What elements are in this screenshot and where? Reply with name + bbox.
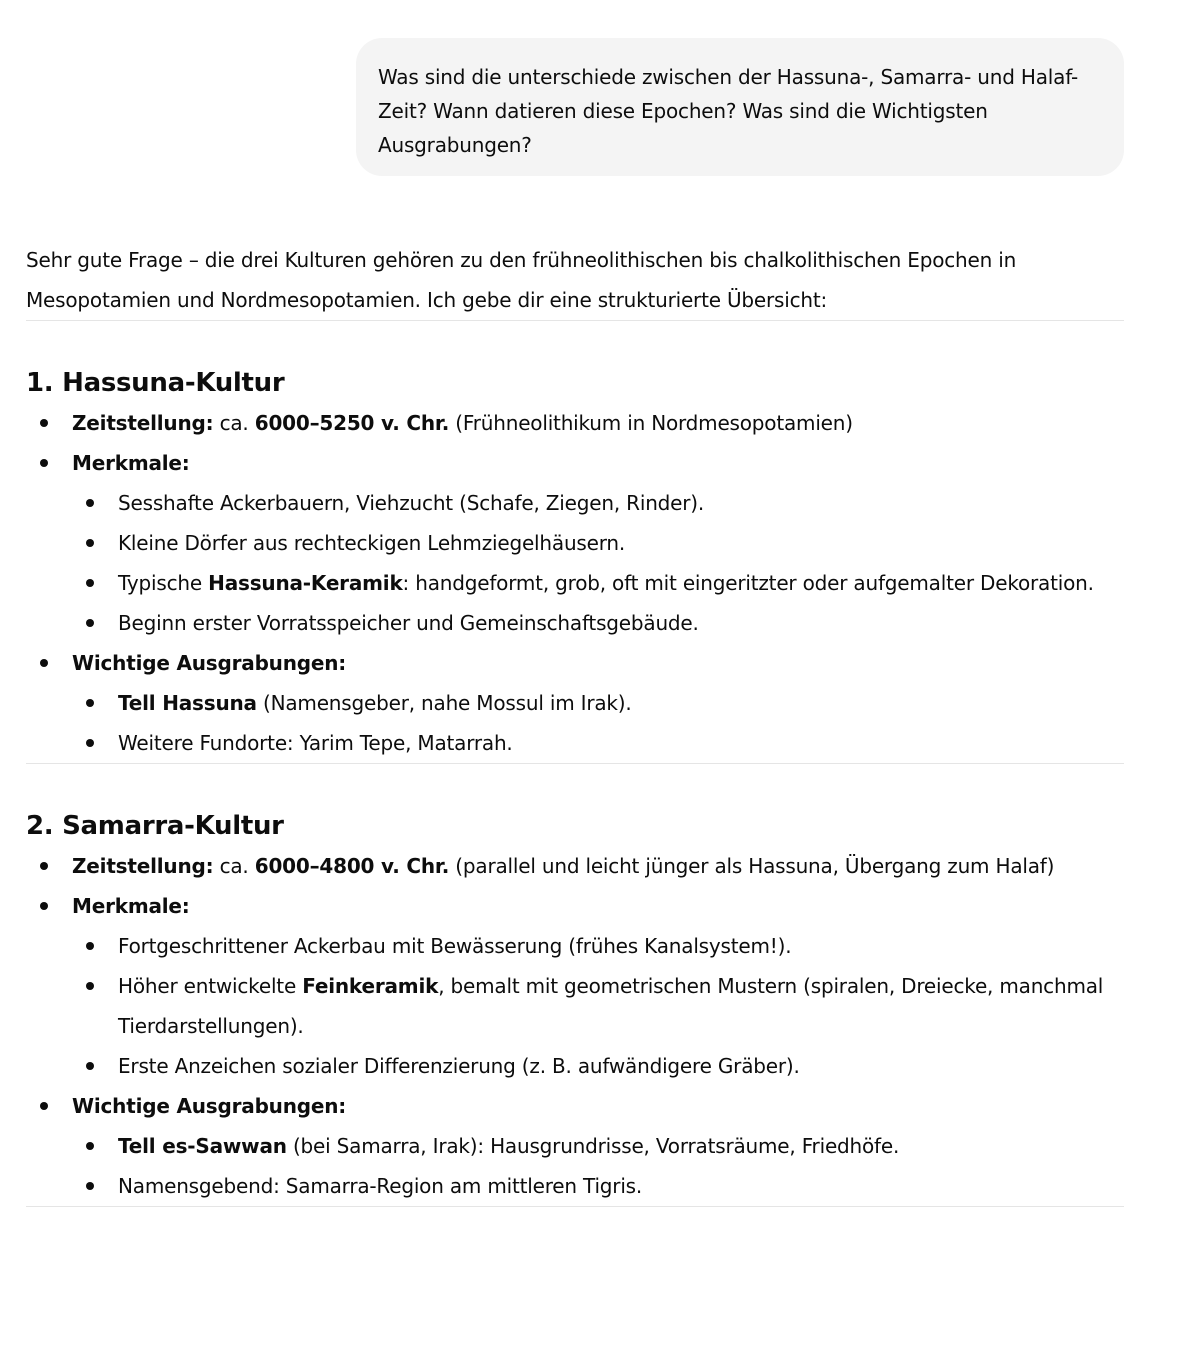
list-item-merkmale [26, 886, 1124, 1086]
section-list-samarra [26, 846, 1124, 1206]
bullet-icon [40, 659, 48, 667]
list-item-ausgrabungen [26, 643, 1124, 763]
assistant-answer [26, 240, 1124, 1207]
list-item: Beginn erster Vorratsspeicher und Gemeinschaftsgebäude. [72, 603, 1124, 643]
bullet-icon [40, 459, 48, 467]
bullet-icon [86, 539, 94, 547]
list-item: Kleine Dörfer aus rechteckigen Lehmziegelhäusern. [72, 523, 1124, 563]
label-merkmale: Merkmale: [72, 894, 190, 918]
date-range: 6000–5250 v. Chr. [254, 411, 450, 435]
label-ausgrabungen: Wichtige Ausgrabungen: [72, 651, 347, 675]
merkmale-list [72, 926, 1124, 1086]
label-zeitstellung: Zeitstellung: [72, 854, 214, 878]
section-divider [26, 320, 1124, 321]
bullet-icon [40, 419, 48, 427]
bullet-icon [86, 699, 94, 707]
merkmale-list [72, 483, 1124, 643]
list-item: Sesshafte Ackerbauern, Viehzucht (Schafe, Ziegen, Rinder). [72, 483, 1124, 523]
date-range: 6000–4800 v. Chr. [254, 854, 450, 878]
bullet-icon [86, 499, 94, 507]
ausgrabungen-list [72, 1126, 1124, 1206]
list-item: Tell Hassuna (Namensgeber, nahe Mossul im Irak). [72, 683, 1124, 723]
list-item: Fortgeschrittener Ackerbau mit Bewässerung (frühes Kanalsystem!). [72, 926, 1124, 966]
user-message-bubble [356, 38, 1124, 176]
user-message-text: Was sind die unterschiede zwischen der Hassuna-, Samarra- und Halaf-Zeit? Wann datieren diese Epochen? Was sind die Wichtigsten Ausgrabungen? [378, 65, 1078, 157]
label-ausgrabungen: Wichtige Ausgrabungen: [72, 1094, 347, 1118]
list-item-merkmale [26, 443, 1124, 643]
bullet-icon [86, 1062, 94, 1070]
list-item: Typische Hassuna-Keramik: handgeformt, grob, oft mit eingeritzter oder aufgemalter Dekoration. [72, 563, 1124, 603]
bullet-icon [40, 1102, 48, 1110]
section-heading-hassuna: 1. Hassuna-Kultur [26, 368, 285, 398]
section-divider [26, 763, 1124, 764]
section-divider [26, 1206, 1124, 1207]
list-item: Höher entwickelte Feinkeramik, bemalt mit geometrischen Mustern (spiralen, Dreiecke, manchmal Tierdarstellungen). [72, 966, 1124, 1046]
bullet-icon [86, 1182, 94, 1190]
list-item-zeitstellung: Zeitstellung: ca. 6000–4800 v. Chr. (parallel und leicht jünger als Hassuna, Übergang zum Halaf) [26, 846, 1124, 886]
list-item: Erste Anzeichen sozialer Differenzierung (z. B. aufwändigere Gräber). [72, 1046, 1124, 1086]
list-item: Weitere Fundorte: Yarim Tepe, Matarrah. [72, 723, 1124, 763]
bullet-icon [40, 862, 48, 870]
section-list-hassuna [26, 403, 1124, 763]
answer-intro: Sehr gute Frage – die drei Kulturen gehören zu den frühneolithischen bis chalkolithischen Epochen in Mesopotamien und Nordmesopotamien. Ich gebe dir eine strukturierte Übersicht: [26, 248, 1017, 312]
label-merkmale: Merkmale: [72, 451, 190, 475]
bullet-icon [86, 942, 94, 950]
list-item-zeitstellung: Zeitstellung: ca. 6000–5250 v. Chr. (Frühneolithikum in Nordmesopotamien) [26, 403, 1124, 443]
bullet-icon [86, 982, 94, 990]
label-zeitstellung: Zeitstellung: [72, 411, 214, 435]
bullet-icon [86, 579, 94, 587]
bullet-icon [86, 619, 94, 627]
list-item: Tell es-Sawwan (bei Samarra, Irak): Hausgrundrisse, Vorratsräume, Friedhöfe. [72, 1126, 1124, 1166]
section-heading-samarra: 2. Samarra-Kultur [26, 811, 284, 841]
bullet-icon [86, 739, 94, 747]
ausgrabungen-list [72, 683, 1124, 763]
bullet-icon [86, 1142, 94, 1150]
list-item: Namensgebend: Samarra-Region am mittleren Tigris. [72, 1166, 1124, 1206]
list-item-ausgrabungen [26, 1086, 1124, 1206]
bullet-icon [40, 902, 48, 910]
